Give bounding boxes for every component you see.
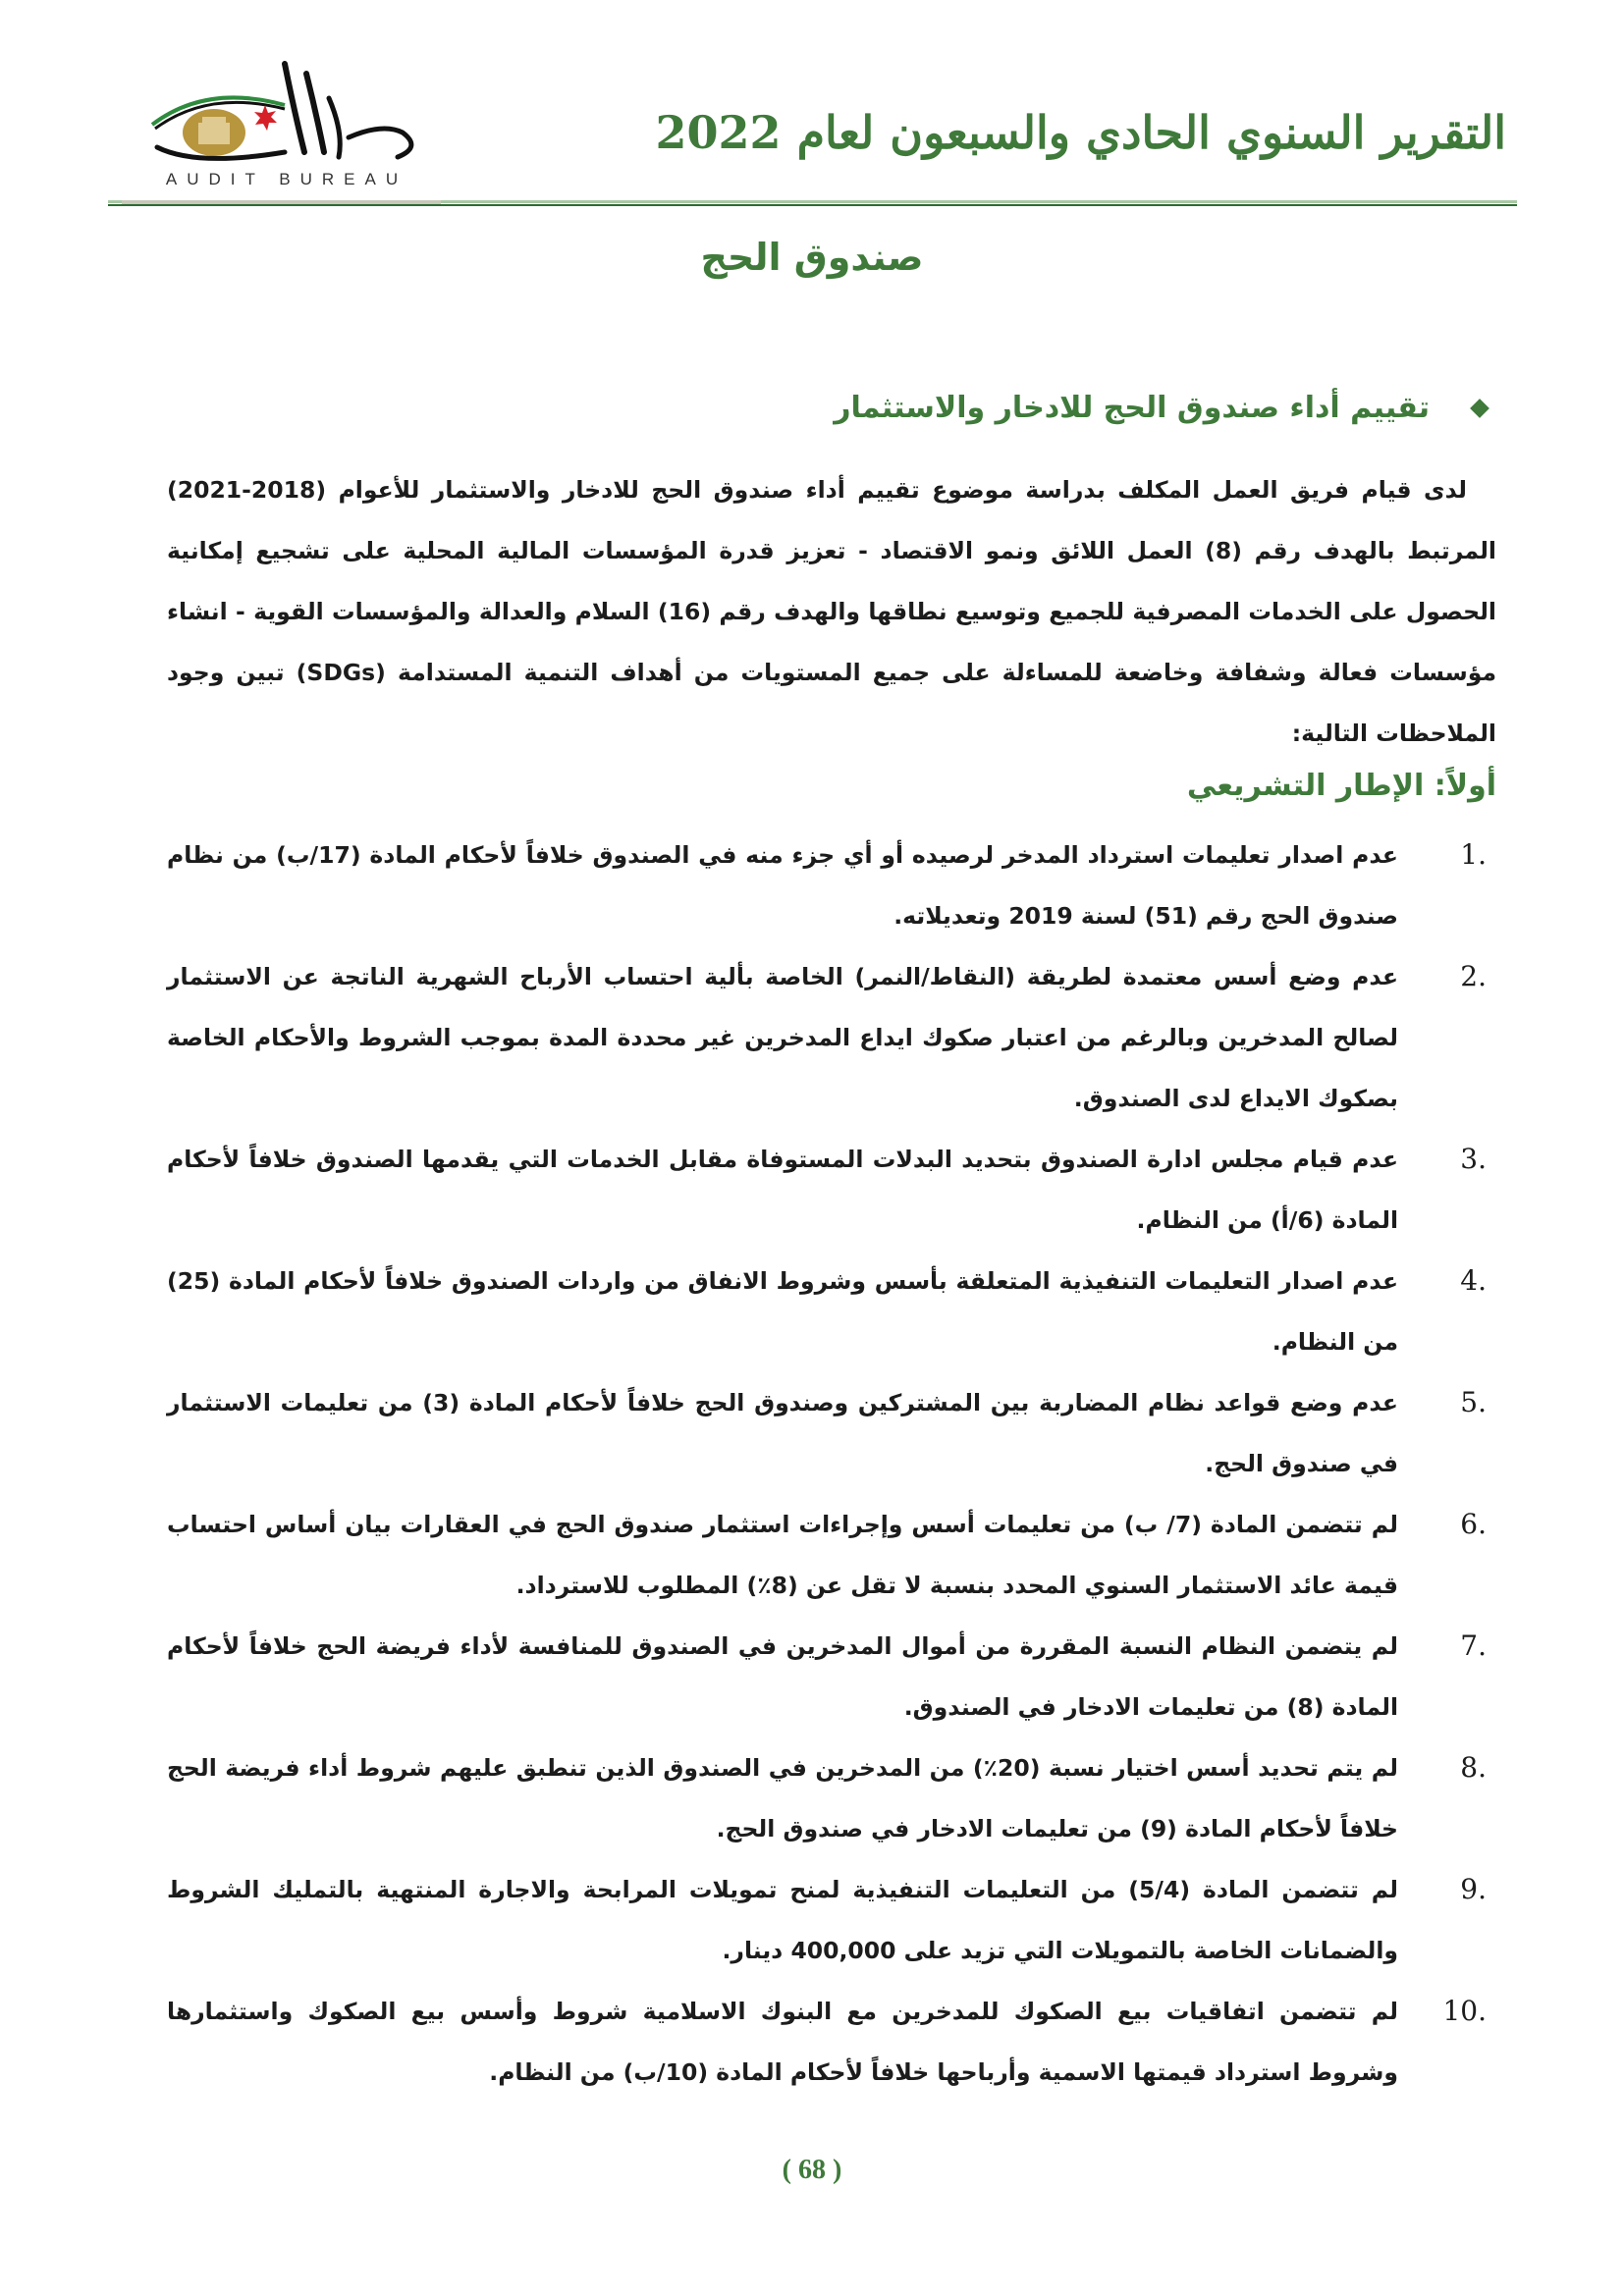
item-text: لم يتم تحديد أسس اختيار نسبة (20٪) من المدخرين في الصندوق الذين تنطبق عليهم شروط أداء فريضة الحج خلافاً لأحكام المادة (9) من تعليمات الادخار في صندوق الحج. xyxy=(167,1754,1399,1842)
intro-paragraph xyxy=(167,459,1496,764)
logo-caption: AUDIT BUREAU xyxy=(165,170,408,188)
list-item xyxy=(167,1129,1496,1251)
item-text: لم تتضمن المادة (7/ ب) من تعليمات أسس وإجراءات استثمار صندوق الحج في العقارات بيان أساس احتساب قيمة عائد الاستثمار السنوي المحدد بنسبة لا تقل عن (8٪) المطلوب للاسترداد. xyxy=(167,1511,1398,1599)
list-item xyxy=(167,946,1496,1129)
page-title: صندوق الحج xyxy=(700,236,924,279)
subheading-legislative-framework: أولاً: الإطار التشريعي xyxy=(1186,769,1496,803)
section-heading-text: تقييم أداء صندوق الحج للادخار والاستثمار xyxy=(834,391,1430,425)
item-number: 8. xyxy=(1460,1751,1487,1784)
item-number: 1. xyxy=(1460,838,1487,871)
item-number: 6. xyxy=(1460,1508,1487,1540)
item-text: لم تتضمن المادة (5/4) من التعليمات التنفيذية لمنح تمويلات المرابحة والاجارة المنتهية بالتمليك الشروط والضمانات الخاصة بالتمويلات التي تزيد على 400,000 دينار. xyxy=(167,1876,1399,1964)
report-title: التقرير السنوي الحادي والسبعون لعام 2022 xyxy=(655,106,1506,159)
findings-list xyxy=(167,825,1496,2103)
intro-text: لدى قيام فريق العمل المكلف بدراسة موضوع تقييم أداء صندوق الحج للادخار والاستثمار للأعوام (2018-2021) المرتبط بالهدف رقم (8) العمل اللائق ونمو الاقتصاد - تعزيز قدرة المؤسسات المالية المحلية على تشجيع إمكانية الحصول على الخدمات المصرفية للجميع وتوسيع نطاقها والهدف رقم (16) السلام والعدالة والمؤسسات القوية - انشاء مؤسسات فعالة وشفافة وخاضعة للمساءلة على جميع المستويات من أهداف التنمية المستدامة (SDGs) تبين وجود الملاحظات التالية: xyxy=(167,476,1497,747)
list-item xyxy=(167,1251,1496,1372)
audit-bureau-logo xyxy=(137,54,432,191)
header-divider xyxy=(108,200,1517,207)
item-number: 3. xyxy=(1460,1143,1487,1175)
list-item xyxy=(167,1372,1496,1494)
list-item xyxy=(167,1494,1496,1616)
item-text: عدم اصدار تعليمات استرداد المدخر لرصيده أو أي جزء منه في الصندوق خلافاً لأحكام المادة (17/ب) من نظام صندوق الحج رقم (51) لسنة 2019 وتعديلاته. xyxy=(167,841,1398,930)
item-text: لم تتضمن اتفاقيات بيع الصكوك للمدخرين مع البنوك الاسلامية شروط وأسس بيع الصكوك واستثمارها وشروط استرداد قيمتها الاسمية وأرباحها خلافاً لأحكام المادة (10/ب) من النظام. xyxy=(167,1998,1398,2086)
item-number: 4. xyxy=(1460,1264,1487,1297)
item-text: عدم وضع أسس معتمدة لطريقة (النقاط/النمر) الخاصة بألية احتساب الأرباح الشهرية الناتجة عن الاستثمار لصالح المدخرين وبالرغم من اعتبار صكوك ايداع المدخرين غير محددة المدة بموجب الشروط والأحكام الخاصة بصكوك الايداع لدى الصندوق. xyxy=(167,963,1398,1112)
logo-emblem-icon xyxy=(137,54,432,172)
item-text: عدم قيام مجلس ادارة الصندوق بتحديد البدلات المستوفاة مقابل الخدمات التي يقدمها الصندوق خلافاً لأحكام المادة (6/أ) من النظام. xyxy=(167,1146,1398,1234)
item-number: 9. xyxy=(1460,1873,1487,1905)
item-number: 10. xyxy=(1442,1995,1487,2027)
item-text: عدم اصدار التعليمات التنفيذية المتعلقة بأسس وشروط الانفاق من واردات الصندوق خلافاً لأحكام المادة (25) من النظام. xyxy=(167,1267,1398,1356)
list-item xyxy=(167,1981,1496,2103)
list-item xyxy=(167,1737,1496,1859)
item-text: لم يتضمن النظام النسبة المقررة من أموال المدخرين في الصندوق للمنافسة لأداء فريضة الحج خلافاً لأحكام المادة (8) من تعليمات الادخار في الصندوق. xyxy=(167,1632,1398,1721)
diamond-icon xyxy=(1470,399,1489,418)
list-item xyxy=(167,1616,1496,1737)
section-heading xyxy=(834,391,1487,425)
item-text: عدم وضع قواعد نظام المضاربة بين المشتركين وصندوق الحج خلافاً لأحكام المادة (3) من تعليمات الاستثمار في صندوق الحج. xyxy=(167,1389,1398,1477)
page-number: ( 68 ) xyxy=(782,2155,842,2185)
page-header xyxy=(0,0,1624,211)
list-item xyxy=(167,1859,1496,1981)
item-number: 5. xyxy=(1460,1386,1487,1418)
item-number: 2. xyxy=(1460,960,1487,992)
item-number: 7. xyxy=(1460,1629,1487,1662)
list-item xyxy=(167,825,1496,946)
